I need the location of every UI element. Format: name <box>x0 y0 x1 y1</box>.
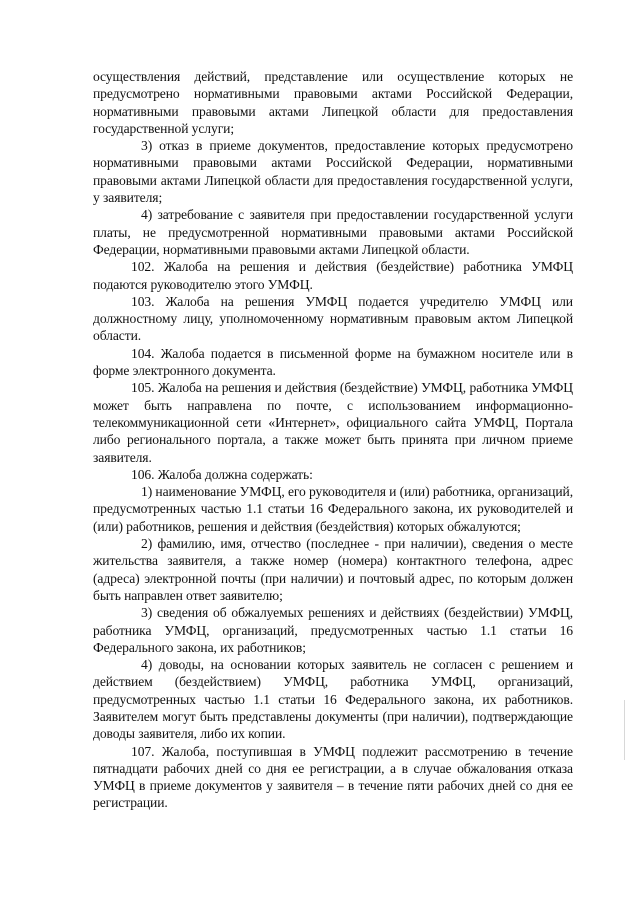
document-body <box>93 68 573 812</box>
paragraph-106-item-3: 3) сведения об обжалуемых решениях и действиях (бездействии) УМФЦ, работника УМФЦ, организаций, предусмотренных частью 1.1 статьи 16 Федерального закона, их работников; <box>93 605 573 655</box>
paragraph-106-item-1: 1) наименование УМФЦ, его руководителя и (или) работника, организаций, предусмотренных частью 1.1 статьи 16 Федерального закона, их руководителей и (или) работников, решения и действия (бездействия) которых обжалуются; <box>93 484 573 534</box>
paragraph-106: 106. Жалоба должна содержать: <box>131 466 313 482</box>
scan-artifact-line <box>624 700 625 760</box>
paragraph-item-3-refusal: 3) отказ в приеме документов, предоставление которых предусмотрено нормативными правовыми актами Российской Федерации, нормативными правовыми актами Липецкой области для предоставления государственной услуги, у заявителя; <box>93 138 573 206</box>
paragraph-106-item-4: 4) доводы, на основании которых заявитель не согласен с решением и действием (бездействием) УМФЦ, работника УМФЦ, организаций, предусмотренных частью 1.1 статьи 16 Федерального закона, их работников. Заявителем могут быть представлены документы (при наличии), подтверждающие доводы заявителя, либо их копии. <box>93 657 573 742</box>
paragraph-102: 102. Жалоба на решения и действия (бездействие) работника УМФЦ подаются руководителю этого УМФЦ. <box>93 259 573 292</box>
paragraph-106-item-2: 2) фамилию, имя, отчество (последнее - при наличии), сведения о месте жительства заявителя, а также номер (номера) контактного телефона, адрес (адреса) электронной почты (при наличии) и почтовый адрес, по которым должен быть направлен ответ заявителю; <box>93 536 573 603</box>
paragraph-continuation: осуществления действий, представление или осуществление которых не предусмотрено нормативными правовыми актами Российской Федерации, нормативными правовыми актами Липецкой области для предоставления государственной услуги; <box>93 69 573 136</box>
paragraph-105: 105. Жалоба на решения и действия (бездействие) УМФЦ, работника УМФЦ может быть направлена по почте, с использованием информационно-телекоммуникационной сети «Интернет», официального сайта УМФЦ, Портала либо регионального портала, а также может быть принята при личном приеме заявителя. <box>93 380 573 465</box>
paragraph-103: 103. Жалоба на решения УМФЦ подается учредителю УМФЦ или должностному лицу, уполномоченному нормативным правовым актом Липецкой области. <box>93 293 573 344</box>
paragraph-item-4-fee: 4) затребование с заявителя при предоставлении государственной услуги платы, не предусмотренной нормативными правовыми актами Российской Федерации, нормативными правовыми актами Липецкой области. <box>93 207 573 257</box>
paragraph-107: 107. Жалоба, поступившая в УМФЦ подлежит рассмотрению в течение пятнадцати рабочих дней со дня ее регистрации, а в случае обжалования отказа УМФЦ в приеме документов у заявителя – в течение пяти рабочих дней со дня ее регистрации. <box>93 743 573 811</box>
paragraph-104: 104. Жалоба подается в письменной форме на бумажном носителе или в форме электронного документа. <box>93 345 573 379</box>
